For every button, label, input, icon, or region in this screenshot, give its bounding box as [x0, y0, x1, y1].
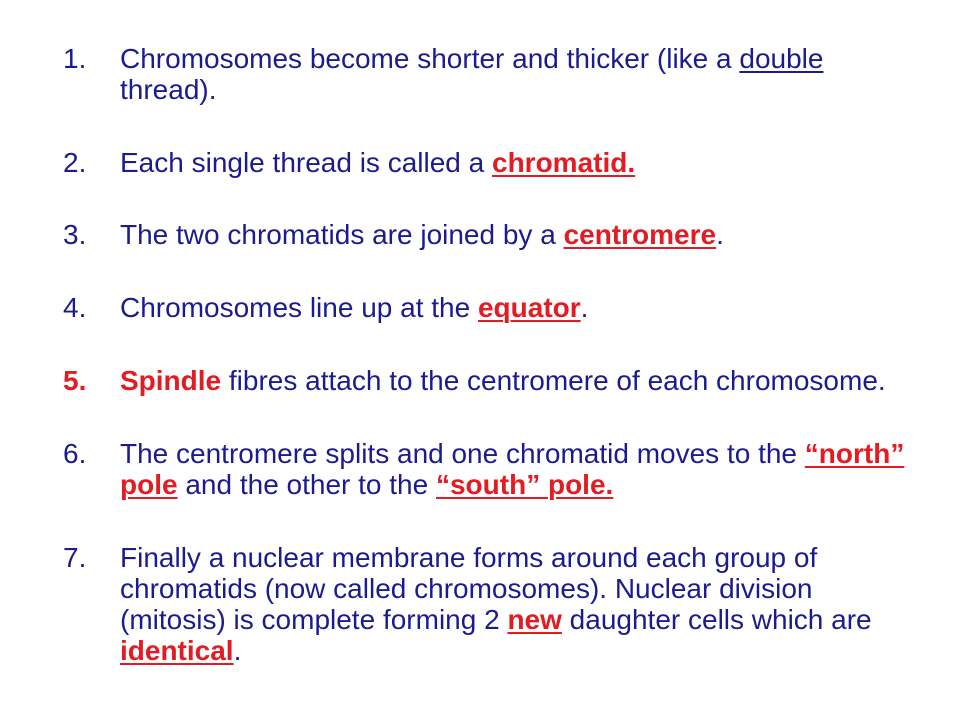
list-item-4	[0, 292, 960, 323]
list-item-5	[0, 365, 960, 396]
item-text	[120, 292, 925, 323]
keyword-chromatid: chromatid.	[492, 147, 636, 178]
item-text-part: Chromosomes become shorter and thicker (like a	[120, 43, 740, 74]
item-text-part: fibres attach to the centromere of each chromosome.	[221, 365, 886, 396]
item-text-part: .	[716, 219, 724, 250]
keyword-south-pole: “south” pole.	[435, 469, 614, 500]
keyword-spindle: Spindle	[120, 365, 222, 396]
item-text	[120, 365, 925, 396]
keyword-new: new	[507, 604, 562, 635]
item-text	[120, 43, 925, 105]
item-number: 4.	[63, 292, 87, 323]
keyword-identical: identical	[120, 635, 234, 666]
keyword-equator: equator	[477, 292, 581, 323]
item-text-part: .	[233, 635, 242, 666]
item-number: 1.	[63, 43, 87, 74]
item-number: 2.	[63, 147, 87, 178]
item-number: 7.	[63, 542, 87, 573]
keyword-north-pole: “north” pole	[120, 438, 905, 500]
item-number: 6.	[63, 438, 87, 469]
item-text	[120, 147, 925, 178]
list-item-3	[0, 219, 960, 250]
list-item-7	[0, 542, 960, 666]
list-item-2	[0, 147, 960, 178]
item-text-part: The two chromatids are joined by a	[120, 219, 564, 250]
item-text-part: .	[580, 292, 589, 323]
item-text	[120, 542, 925, 666]
list-item-6	[0, 438, 960, 500]
keyword-double: double	[739, 43, 824, 74]
item-number: 5.	[63, 365, 87, 396]
list-item-1	[0, 43, 960, 105]
keyword-centromere: centromere	[563, 219, 717, 250]
item-text-part: daughter cells which are	[561, 604, 872, 635]
item-text-part: thread).	[120, 74, 217, 105]
item-text	[120, 438, 925, 500]
item-text-part: Each single thread is called a	[120, 147, 492, 178]
item-text-part: Chromosomes line up at the	[120, 292, 478, 323]
item-number: 3.	[63, 219, 87, 250]
item-text	[120, 219, 925, 250]
item-text-part: The centromere splits and one chromatid moves to the	[120, 438, 805, 469]
item-text-part: Finally a nuclear membrane forms around each group of chromatids (now called chromosomes). Nuclear division (mitosis) is complete forming 2	[120, 542, 818, 635]
item-text-part: and the other to the	[177, 469, 436, 500]
